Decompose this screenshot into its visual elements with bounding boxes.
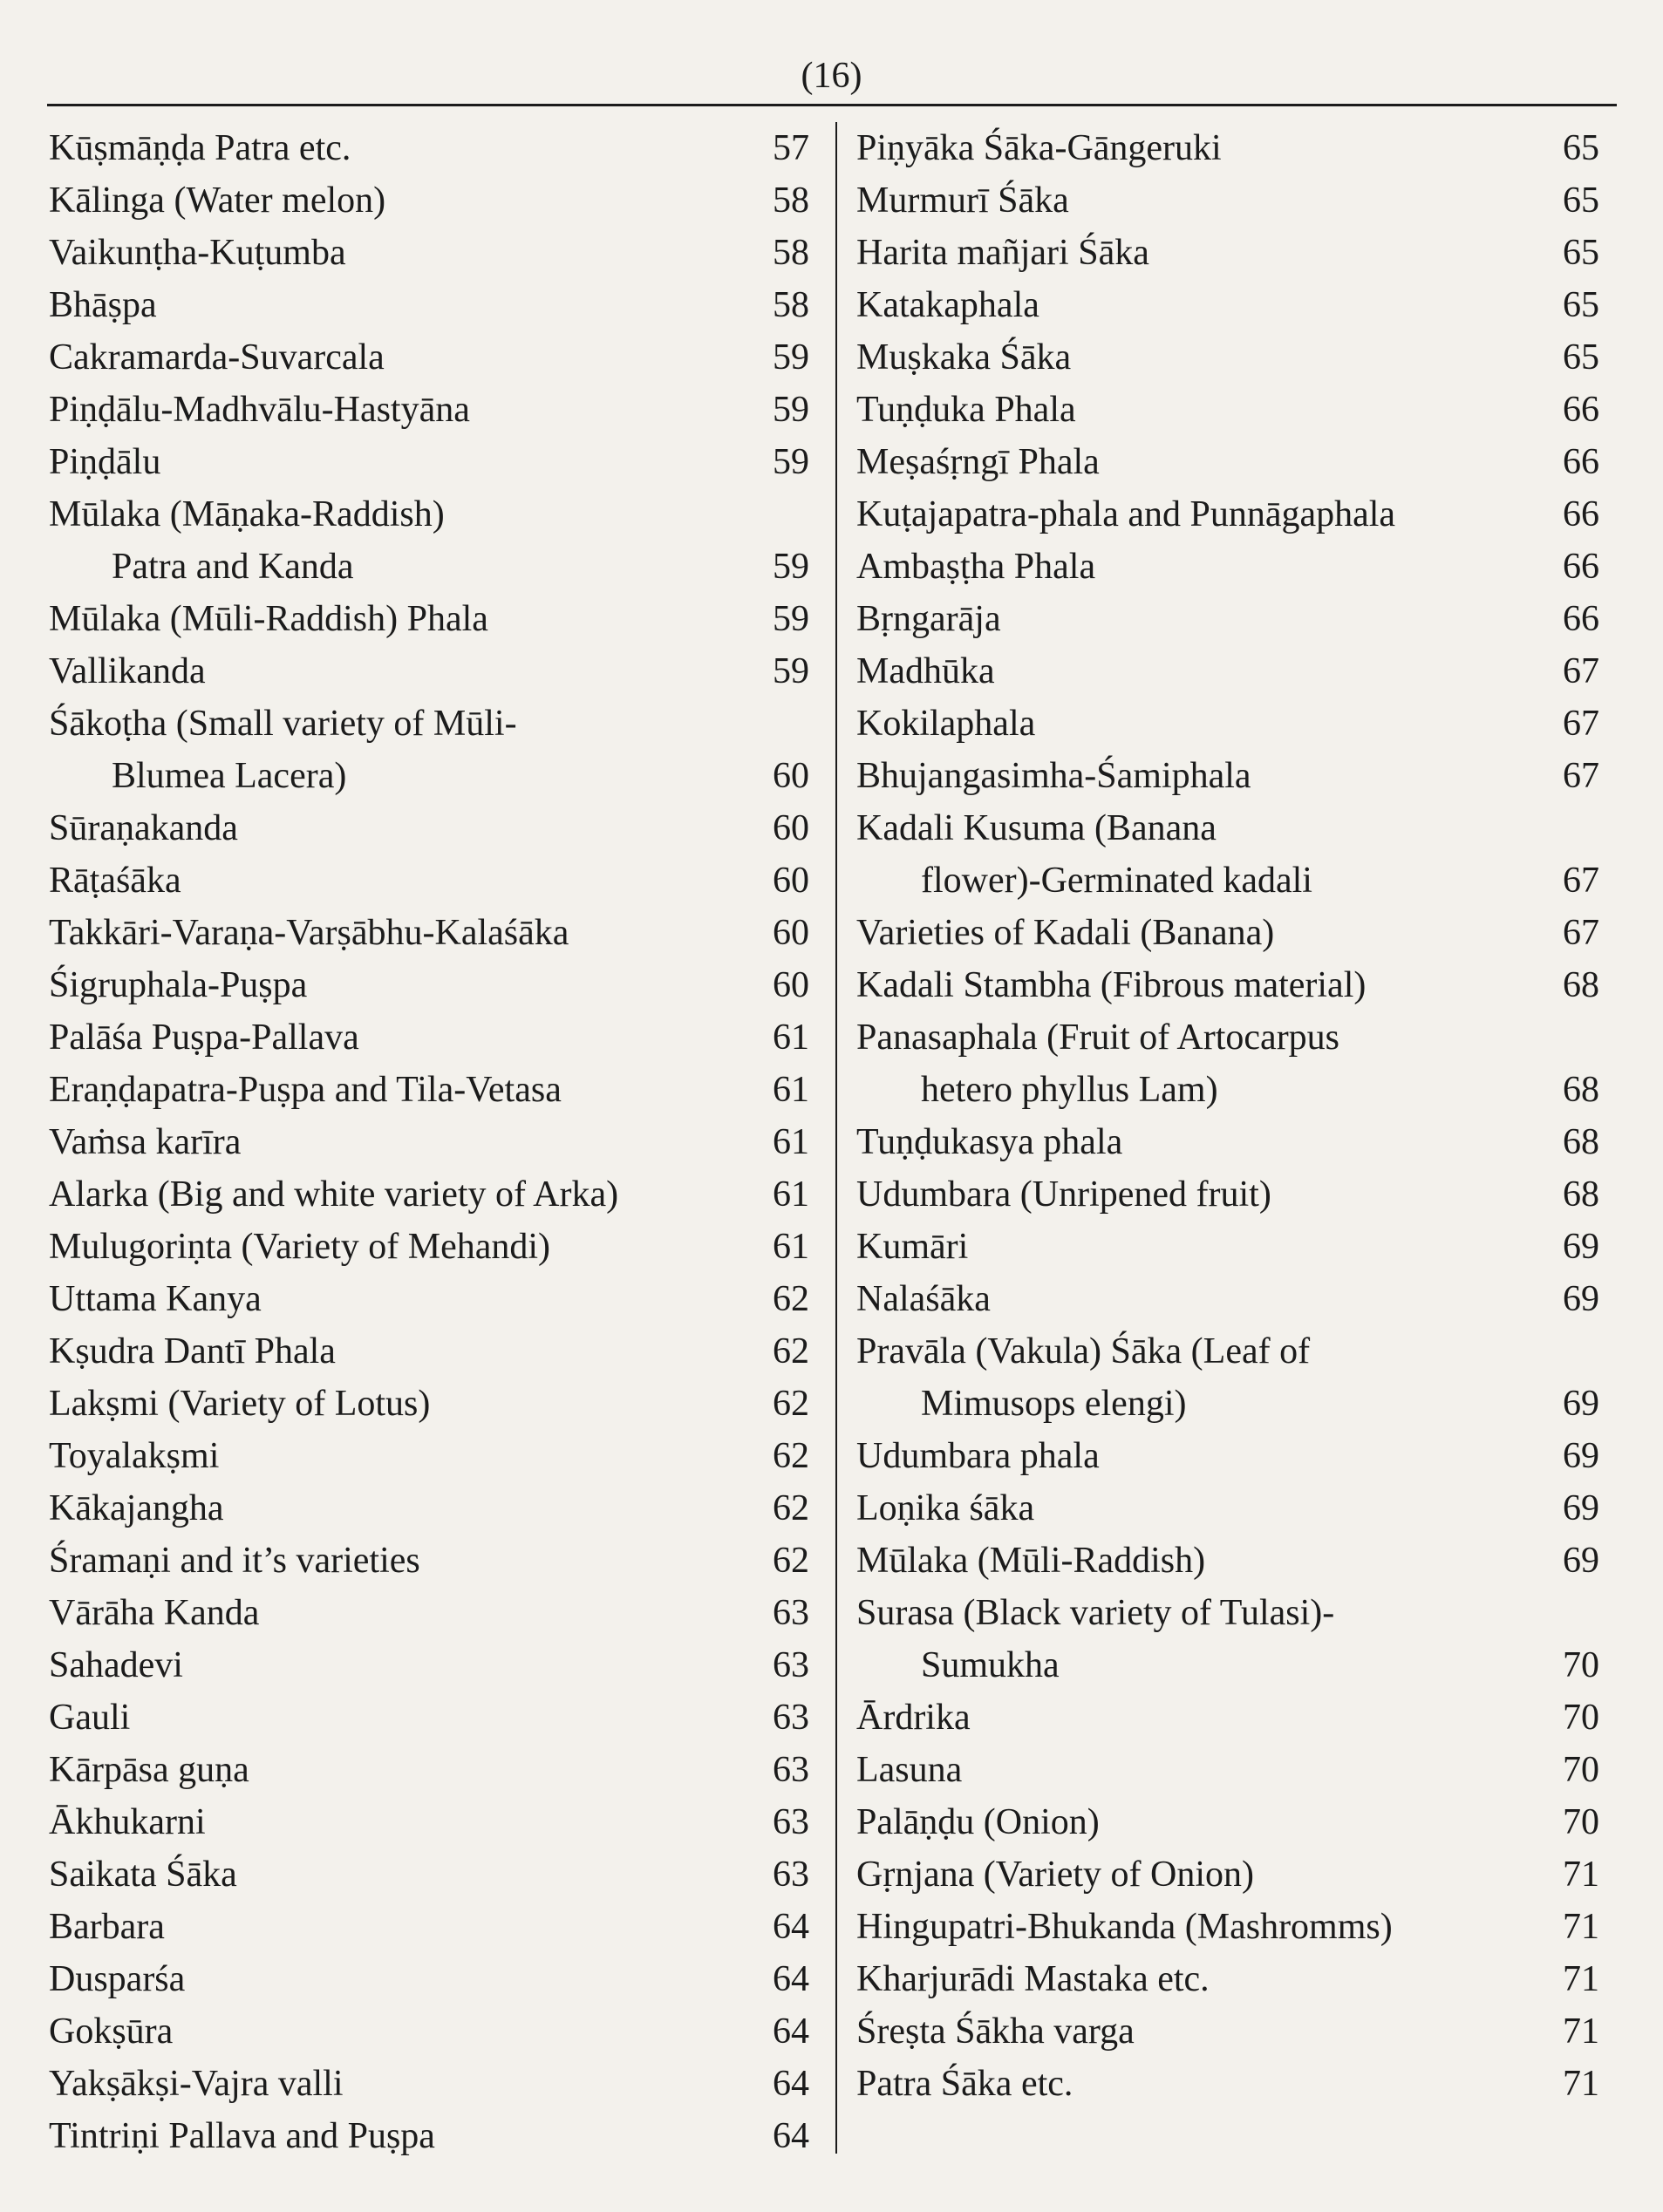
- entry-title-line: Kākajangha: [49, 1488, 224, 1528]
- entry-title: [49, 384, 470, 436]
- entry-title: [856, 802, 1312, 907]
- entry-page-number: 65: [1563, 285, 1599, 325]
- entry-title-line: Kārpāsa guṇa: [49, 1750, 249, 1790]
- entry-page-number: 67: [1563, 861, 1599, 901]
- entry-title-line: Śramaṇi and it’s varieties: [49, 1541, 420, 1581]
- entry-title-line: Madhūka: [856, 651, 995, 691]
- entry-page-number: 65: [1563, 233, 1599, 273]
- entry-page-number: 70: [1563, 1750, 1599, 1790]
- entry-title: [49, 1953, 185, 2005]
- entry-title: [49, 1639, 183, 1691]
- entry-title: [49, 1168, 618, 1221]
- index-entry: [856, 436, 1599, 488]
- entry-title: [49, 488, 445, 593]
- entry-title: [856, 593, 1001, 645]
- entry-title: [856, 122, 1222, 174]
- index-entry: [49, 1796, 809, 1848]
- entry-title: [856, 1901, 1393, 1953]
- entry-page-number: 60: [773, 913, 809, 953]
- index-entry: [49, 959, 809, 1011]
- entry-title: [856, 1168, 1271, 1221]
- entry-title: [49, 1116, 241, 1168]
- entry-title-continuation: hetero phyllus Lam): [921, 1070, 1218, 1110]
- entry-page-number: 66: [1563, 494, 1599, 534]
- entry-page-number: 59: [773, 599, 809, 639]
- entry-title-line: Saikata Śāka: [49, 1855, 237, 1895]
- entry-title: [856, 1848, 1254, 1901]
- entry-title: [856, 1535, 1205, 1587]
- index-entry: [856, 488, 1599, 541]
- entry-title: [49, 698, 517, 802]
- entry-title-line: Śigruphala-Puṣpa: [49, 965, 308, 1005]
- entry-title: [856, 488, 1395, 541]
- entry-title-line: Mūlaka (Māṇaka-Raddish): [49, 494, 445, 534]
- entry-title-line: Uttama Kanya: [49, 1279, 262, 1319]
- index-entry: [856, 645, 1599, 698]
- index-entry: [49, 1378, 809, 1430]
- entry-title-line: Palāśa Puṣpa-Pallava: [49, 1018, 359, 1058]
- entry-page-number: 62: [773, 1331, 809, 1371]
- index-entry: [49, 1168, 809, 1221]
- entry-title: [49, 1430, 219, 1482]
- index-entry: [49, 802, 809, 854]
- entry-title-continuation: flower)-Germinated kadali: [921, 861, 1312, 901]
- entry-title-line: Palāṇḍu (Onion): [856, 1802, 1100, 1842]
- entry-title-line: Kūṣmāṇḍa Patra etc.: [49, 128, 351, 168]
- entry-page-number: 68: [1563, 1122, 1599, 1162]
- entry-title-line: Lakṣmi (Variety of Lotus): [49, 1384, 431, 1424]
- entry-title: [49, 227, 346, 279]
- index-entry: [49, 1430, 809, 1482]
- entry-title-line: Varieties of Kadali (Banana): [856, 913, 1275, 953]
- entry-title: [49, 1221, 550, 1273]
- entry-title-line: Sūraṇakanda: [49, 808, 238, 848]
- entry-page-number: 67: [1563, 913, 1599, 953]
- index-entry: [856, 122, 1599, 174]
- entry-title-line: Gokṣūra: [49, 2011, 174, 2052]
- entry-title: [856, 436, 1100, 488]
- entry-page-number: 60: [773, 965, 809, 1005]
- index-entry: [49, 854, 809, 907]
- entry-title: [856, 1273, 991, 1325]
- entry-page-number: 66: [1563, 547, 1599, 587]
- index-entry: [49, 1744, 809, 1796]
- entry-page-number: 63: [773, 1802, 809, 1842]
- entry-title: [49, 593, 488, 645]
- entry-page-number: 71: [1563, 1855, 1599, 1895]
- entry-page-number: 65: [1563, 337, 1599, 378]
- index-entry: [49, 1639, 809, 1691]
- index-entry: [49, 1587, 809, 1639]
- entry-page-number: 64: [773, 2064, 809, 2104]
- index-entry: [49, 279, 809, 331]
- entry-page-number: 66: [1563, 390, 1599, 430]
- entry-title: [49, 802, 238, 854]
- entry-title: [49, 279, 157, 331]
- entry-page-number: 62: [773, 1436, 809, 1476]
- entry-page-number: 69: [1563, 1279, 1599, 1319]
- entry-page-number: 65: [1563, 180, 1599, 221]
- index-entry: [856, 802, 1599, 907]
- entry-title: [49, 2058, 344, 2110]
- entry-page-number: 67: [1563, 651, 1599, 691]
- index-entry: [856, 1325, 1599, 1430]
- entry-page-number: 66: [1563, 599, 1599, 639]
- index-entry: [49, 122, 809, 174]
- page-number: (16): [801, 56, 862, 96]
- entry-title: [856, 279, 1039, 331]
- entry-title: [856, 227, 1149, 279]
- entry-title: [49, 436, 160, 488]
- entry-title: [49, 959, 307, 1011]
- entry-page-number: 63: [773, 1698, 809, 1738]
- entry-title-line: Hingupatri-Bhukanda (Mashromms): [856, 1907, 1393, 1947]
- entry-title-line: Vaṁsa karīra: [49, 1122, 242, 1162]
- entry-title-line: Alarka (Big and white variety of Arka): [49, 1174, 619, 1215]
- entry-title-line: Rāṭaśāka: [49, 861, 181, 901]
- entry-title-line: Udumbara (Unripened fruit): [856, 1174, 1271, 1215]
- entry-page-number: 60: [773, 808, 809, 848]
- entry-title: [49, 1744, 249, 1796]
- index-entry: [49, 907, 809, 959]
- entry-page-number: 59: [773, 547, 809, 587]
- entry-page-number: 59: [773, 390, 809, 430]
- entry-title-line: Takkāri-Varaṇa-Varṣābhu-Kalaśāka: [49, 913, 569, 953]
- entry-page-number: 69: [1563, 1227, 1599, 1267]
- entry-title: [49, 1796, 206, 1848]
- entry-title-line: Mūlaka (Mūli-Raddish) Phala: [49, 599, 488, 639]
- entry-title-line: Panasaphala (Fruit of Artocarpus: [856, 1018, 1340, 1058]
- entry-title: [856, 1744, 962, 1796]
- index-entry: [856, 1273, 1599, 1325]
- index-entry: [49, 645, 809, 698]
- entry-title: [856, 1953, 1210, 2005]
- entry-page-number: 67: [1563, 756, 1599, 796]
- index-entry: [49, 2110, 809, 2162]
- header-rule: [47, 104, 1617, 106]
- entry-title-line: Kharjurādi Mastaka etc.: [856, 1959, 1210, 1999]
- entry-title-line: Śreṣta Śākha varga: [856, 2011, 1135, 2052]
- entry-page-number: 68: [1563, 1070, 1599, 1110]
- entry-page-number: 69: [1563, 1436, 1599, 1476]
- entry-title: [856, 1796, 1100, 1848]
- index-entry: [49, 384, 809, 436]
- entry-title: [856, 1587, 1334, 1691]
- entry-title: [856, 1482, 1034, 1535]
- entry-title-line: Eraṇḍapatra-Puṣpa and Tila-Vetasa: [49, 1070, 562, 1110]
- index-entry: [856, 2058, 1599, 2110]
- entry-title: [856, 645, 995, 698]
- entry-title: [49, 1011, 359, 1064]
- entry-page-number: 62: [773, 1279, 809, 1319]
- index-entry: [856, 541, 1599, 593]
- entry-title-continuation: Patra and Kanda: [112, 547, 354, 587]
- entry-title-continuation: Sumukha: [921, 1645, 1060, 1685]
- entry-page-number: 58: [773, 180, 809, 221]
- entry-title: [856, 959, 1366, 1011]
- index-entry: [49, 593, 809, 645]
- index-entry: [856, 384, 1599, 436]
- entry-title-line: Vallikanda: [49, 651, 206, 691]
- entry-title-continuation: Mimusops elengi): [921, 1384, 1187, 1424]
- entry-page-number: 70: [1563, 1645, 1599, 1685]
- entry-title: [49, 1378, 430, 1430]
- entry-title-line: Pravāla (Vakula) Śāka (Leaf of: [856, 1331, 1311, 1371]
- index-entry: [49, 698, 809, 802]
- index-entry: [49, 488, 809, 593]
- entry-title: [49, 907, 569, 959]
- entry-title-line: Piṇyāka Śāka-Gāngeruki: [856, 128, 1222, 168]
- entry-title-line: Kṣudra Dantī Phala: [49, 1331, 336, 1371]
- entry-title: [49, 2005, 173, 2058]
- entry-title-line: Meṣaśṛngī Phala: [856, 442, 1100, 482]
- entry-title: [49, 122, 351, 174]
- entry-title-line: Tintriṇi Pallava and Puṣpa: [49, 2116, 435, 2156]
- entry-title: [49, 2110, 435, 2162]
- entry-title-line: Toyalakṣmi: [49, 1436, 220, 1476]
- entry-page-number: 58: [773, 233, 809, 273]
- index-entry: [856, 2005, 1599, 2058]
- entry-title-line: Kadali Kusuma (Banana: [856, 808, 1217, 848]
- entry-title-line: Patra Śāka etc.: [856, 2064, 1073, 2104]
- entry-title-line: Barbara: [49, 1907, 165, 1947]
- index-entry: [49, 227, 809, 279]
- entry-page-number: 61: [773, 1018, 809, 1058]
- entry-page-number: 64: [773, 2116, 809, 2156]
- entry-page-number: 61: [773, 1227, 809, 1267]
- index-entry: [49, 174, 809, 227]
- entry-page-number: 63: [773, 1593, 809, 1633]
- entry-title-line: Gṛnjana (Variety of Onion): [856, 1855, 1255, 1895]
- entry-page-number: 62: [773, 1541, 809, 1581]
- entry-page-number: 63: [773, 1855, 809, 1895]
- entry-title: [856, 1011, 1339, 1116]
- entry-page-number: 59: [773, 337, 809, 378]
- entry-page-number: 71: [1563, 2064, 1599, 2104]
- entry-page-number: 61: [773, 1174, 809, 1215]
- index-entry: [856, 1691, 1599, 1744]
- entry-title: [856, 698, 1035, 750]
- entry-title-line: Harita mañjari Śāka: [856, 233, 1149, 273]
- entry-title: [49, 174, 385, 227]
- entry-title: [856, 750, 1251, 802]
- entry-title: [49, 1064, 562, 1116]
- entry-page-number: 69: [1563, 1541, 1599, 1581]
- entry-title: [49, 1587, 259, 1639]
- index-entry: [49, 1848, 809, 1901]
- entry-title: [856, 1691, 971, 1744]
- entry-title-line: Mulugoriṇta (Variety of Mehandi): [49, 1227, 551, 1267]
- entry-title-line: Mūlaka (Mūli-Raddish): [856, 1541, 1206, 1581]
- entry-page-number: 70: [1563, 1802, 1599, 1842]
- entry-title-line: Ākhukarni: [49, 1802, 206, 1842]
- index-entry: [49, 331, 809, 384]
- entry-page-number: 58: [773, 285, 809, 325]
- entry-title: [49, 331, 385, 384]
- index-entry: [49, 1953, 809, 2005]
- index-entry: [856, 1011, 1599, 1116]
- entry-title-line: Bhujangasimha-Śamiphala: [856, 756, 1251, 796]
- entry-title-line: Dusparśa: [49, 1959, 186, 1999]
- index-entry: [856, 750, 1599, 802]
- entry-title-line: Bhāṣpa: [49, 285, 157, 325]
- index-entry: [856, 907, 1599, 959]
- entry-page-number: 65: [1563, 128, 1599, 168]
- entry-title: [49, 1691, 130, 1744]
- entry-title-line: Yakṣākṣi-Vajra valli: [49, 2064, 344, 2104]
- index-entry: [49, 1064, 809, 1116]
- entry-page-number: 68: [1563, 1174, 1599, 1215]
- entry-title: [856, 1430, 1100, 1482]
- entry-page-number: 63: [773, 1750, 809, 1790]
- entry-title-line: Sahadevi: [49, 1645, 183, 1685]
- entry-title-line: Muṣkaka Śāka: [856, 337, 1072, 378]
- entry-title-line: Loṇika śāka: [856, 1488, 1035, 1528]
- index-entry: [856, 174, 1599, 227]
- index-entry: [856, 1482, 1599, 1535]
- index-entry: [856, 1430, 1599, 1482]
- entry-title: [856, 907, 1274, 959]
- index-entry: [49, 436, 809, 488]
- entry-title-line: Kadali Stambha (Fibrous material): [856, 965, 1367, 1005]
- entry-page-number: 66: [1563, 442, 1599, 482]
- entry-title-line: Piṇḍālu-Madhvālu-Hastyāna: [49, 390, 470, 430]
- entry-title-line: Kumāri: [856, 1227, 969, 1267]
- entry-title-line: Tuṇḍukasya phala: [856, 1122, 1123, 1162]
- index-entry: [49, 1691, 809, 1744]
- entry-title: [49, 1273, 262, 1325]
- index-entry: [856, 1116, 1599, 1168]
- entry-page-number: 68: [1563, 965, 1599, 1005]
- entry-title: [49, 1901, 165, 1953]
- entry-page-number: 69: [1563, 1488, 1599, 1528]
- entry-title-line: Tuṇḍuka Phala: [856, 390, 1076, 430]
- entry-page-number: 64: [773, 2011, 809, 2052]
- entry-title: [49, 1535, 420, 1587]
- index-entry: [856, 279, 1599, 331]
- index-entry: [856, 227, 1599, 279]
- index-entry: [49, 1273, 809, 1325]
- entry-title: [856, 331, 1071, 384]
- index-entry: [49, 1325, 809, 1378]
- entry-title: [49, 1848, 237, 1901]
- entry-page-number: 71: [1563, 1959, 1599, 1999]
- column-divider: [835, 122, 837, 2154]
- index-entry: [856, 593, 1599, 645]
- entry-title-line: Udumbara phala: [856, 1436, 1100, 1476]
- index-entry: [49, 1901, 809, 1953]
- entry-title: [856, 174, 1069, 227]
- left-column: [49, 122, 809, 2162]
- index-entry: [856, 1168, 1599, 1221]
- index-entry: [856, 1796, 1599, 1848]
- entry-page-number: 57: [773, 128, 809, 168]
- entry-page-number: 60: [773, 756, 809, 796]
- entry-page-number: 64: [773, 1907, 809, 1947]
- index-entry: [49, 1482, 809, 1535]
- entry-title: [856, 384, 1076, 436]
- entry-page-number: 60: [773, 861, 809, 901]
- entry-title: [856, 1221, 968, 1273]
- entry-title-line: Surasa (Black variety of Tulasi)-: [856, 1593, 1335, 1633]
- entry-title-line: Kuṭajapatra-phala and Punnāgaphala: [856, 494, 1396, 534]
- entry-page-number: 69: [1563, 1384, 1599, 1424]
- entry-page-number: 71: [1563, 1907, 1599, 1947]
- entry-page-number: 71: [1563, 2011, 1599, 2052]
- entry-title-line: Murmurī Śāka: [856, 180, 1069, 221]
- entry-page-number: 63: [773, 1645, 809, 1685]
- entry-title: [856, 1325, 1310, 1430]
- index-entry: [856, 331, 1599, 384]
- entry-page-number: 62: [773, 1384, 809, 1424]
- index-entry: [49, 1221, 809, 1273]
- index-entry: [856, 1535, 1599, 1587]
- entry-title-line: Vārāha Kanda: [49, 1593, 260, 1633]
- entry-page-number: 62: [773, 1488, 809, 1528]
- index-entry: [49, 1535, 809, 1587]
- entry-title: [856, 541, 1095, 593]
- index-entry: [49, 2058, 809, 2110]
- entry-title-line: Ambaṣṭha Phala: [856, 547, 1096, 587]
- index-entry: [856, 1744, 1599, 1796]
- entry-title: [49, 645, 206, 698]
- entry-title-line: Ārdrika: [856, 1698, 971, 1738]
- index-entry: [856, 1587, 1599, 1691]
- index-entry: [856, 1953, 1599, 2005]
- entry-page-number: 61: [773, 1122, 809, 1162]
- entry-title: [49, 854, 181, 907]
- entry-title-line: Gauli: [49, 1698, 131, 1738]
- entry-page-number: 67: [1563, 704, 1599, 744]
- index-entry: [856, 1221, 1599, 1273]
- entry-title-continuation: Blumea Lacera): [112, 756, 347, 796]
- entry-title: [49, 1482, 224, 1535]
- entry-title-line: Bṛngarāja: [856, 599, 1001, 639]
- entry-title-line: Lasuna: [856, 1750, 963, 1790]
- index-entry: [856, 1901, 1599, 1953]
- entry-page-number: 70: [1563, 1698, 1599, 1738]
- entry-title: [49, 1325, 336, 1378]
- entry-title: [856, 2005, 1135, 2058]
- entry-page-number: 59: [773, 442, 809, 482]
- entry-title-line: Śākoṭha (Small variety of Mūli-: [49, 704, 517, 744]
- index-entry: [49, 1116, 809, 1168]
- entry-title-line: Piṇḍālu: [49, 442, 161, 482]
- entry-title-line: Cakramarda-Suvarcala: [49, 337, 385, 378]
- entry-title: [856, 1116, 1122, 1168]
- entry-title-line: Kokilaphala: [856, 704, 1036, 744]
- index-entry: [49, 1011, 809, 1064]
- entry-title-line: Vaikunṭha-Kuṭumba: [49, 233, 346, 273]
- index-entry: [856, 698, 1599, 750]
- index-entry: [856, 959, 1599, 1011]
- entry-title: [856, 2058, 1073, 2110]
- index-entry: [856, 1848, 1599, 1901]
- index-entry: [49, 2005, 809, 2058]
- right-column: [856, 122, 1599, 2110]
- entry-page-number: 59: [773, 651, 809, 691]
- entry-title-line: Katakaphala: [856, 285, 1039, 325]
- entry-title-line: Kālinga (Water melon): [49, 180, 386, 221]
- entry-page-number: 61: [773, 1070, 809, 1110]
- entry-title-line: Nalaśāka: [856, 1279, 991, 1319]
- entry-page-number: 64: [773, 1959, 809, 1999]
